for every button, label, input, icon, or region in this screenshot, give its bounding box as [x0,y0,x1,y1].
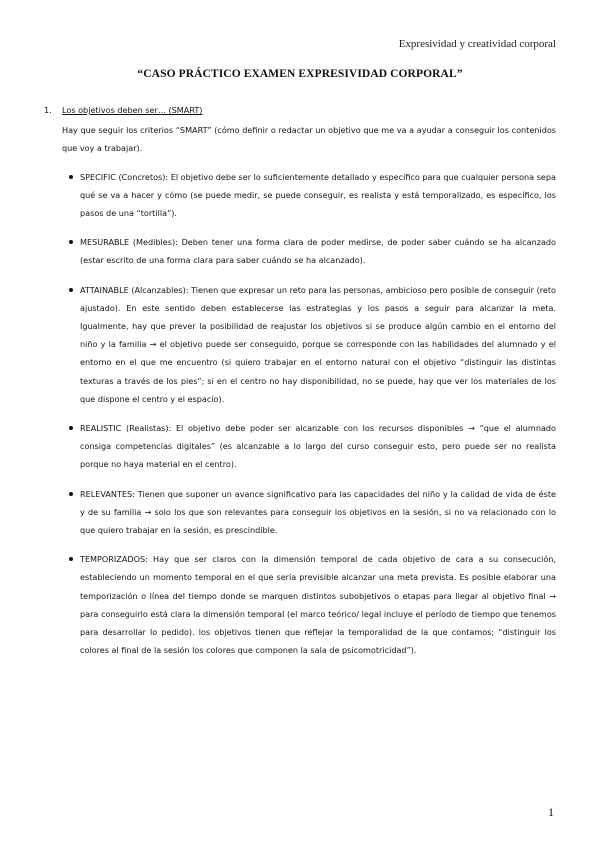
section-title: Los objetivos deben ser… (SMART) [62,105,203,115]
criterion-temporizados [44,550,556,659]
section-intro: Hay que seguir los criterios “SMART” (cómo definir o redactar un objetivo que me va a ayudar a conseguir los contenidos que voy a trabajar). [62,125,556,154]
document-title: “CASO PRÁCTICO EXAMEN EXPRESIVIDAD CORPORAL” [137,68,463,80]
criterion-text: TEMPORIZADOS: Hay que ser claros con la dimensión temporal de cada objetivo de cara a su consecución, estableciendo un momento temporal en el que sería previsible alcanzar una meta prevista. Es posible elaborar una temporización o línea del tiempo donde se marquen distintos subobjetivos o etapas para llegar al objetivo final → para conseguirlo está clara la dimensión temporal (el marco teórico/ legal incluye el período de tiempo que tenemos para desarrollar lo pedido). los objetivos tienen que reflejar la temporalidad de la que contamos; “distinguir los colores al final de la sesión los colores que componen la sala de psicomotricidad”). [80,554,556,656]
bullet-icon [69,557,73,561]
criterion-text: SPECIFIC (Concretos): El objetivo debe ser lo suficientemente detallado y específico para que cualquier persona sepa qué se va a hacer y cómo (se puede medir, se puede conseguir, es realista y está temporalizado, es específico, los pasos de una “tortilla”). [80,171,556,219]
page-number: 1 [548,805,554,819]
criterion-mesurable [44,233,556,269]
section-number: 1. [44,105,52,115]
bullet-icon [69,426,73,430]
criterion-realistic [44,419,556,474]
bullet-icon [69,240,73,244]
section-objectives [44,101,556,670]
criteria-list [44,168,556,660]
criterion-relevantes [44,485,556,540]
bullet-icon [69,288,73,292]
section-heading [44,101,556,119]
criterion-text: REALISTIC (Realistas): El objetivo debe poder ser alcanzable con los recursos disponibles → “que el alumnado consiga competencias digitales” (es alcanzable a lo largo del curso conseguir esto, pero puede ser no realista porque no haya material en el centro). [80,423,556,470]
criterion-text: RELEVANTES: Tienen que suponer un avance significativo para las capacidades del niño y la calidad de vida de éste y de su familia → solo los que son relevantes para conseguir los objetivos en la sesión, si no va relacionado con lo que quiero trabajar en la sesión, es prescindible. [80,488,556,536]
criterion-attainable [44,281,556,408]
running-header: Expresividad y creatividad corporal [398,38,556,50]
bullet-icon [69,492,73,496]
bullet-icon [69,175,73,179]
criterion-text: ATTAINABLE (Alcanzables): Tienen que expresar un reto para las personas, ambicioso pero posible de conseguir (reto ajustado). En este sentido deben establecerse las estrategias y los pasos a seguir para alcanzar la meta. Igualmente, hay que prever la posibilidad de reajustar los objetivos si se produce algún cambio en el entorno del niño y la familia → el objetivo puede ser conseguido, porque se corresponde con las habilidades del alumnado y el entorno en el que me encuentro (si quiero trabajar en el entorno natural con el objetivo “distinguir las distintas texturas a través de los pies”; si en el centro no hay disponibilidad, no se puede, hay que ver los materiales de los que dispone el centro y el espacio). [80,284,556,404]
criterion-text: MESURABLE (Medibles): Deben tener una forma clara de poder medirse, de poder saber cuándo se ha alcanzado (estar escrito de una forma clara para saber cuándo se ha alcanzado). [80,237,556,266]
criterion-specific [44,168,556,223]
